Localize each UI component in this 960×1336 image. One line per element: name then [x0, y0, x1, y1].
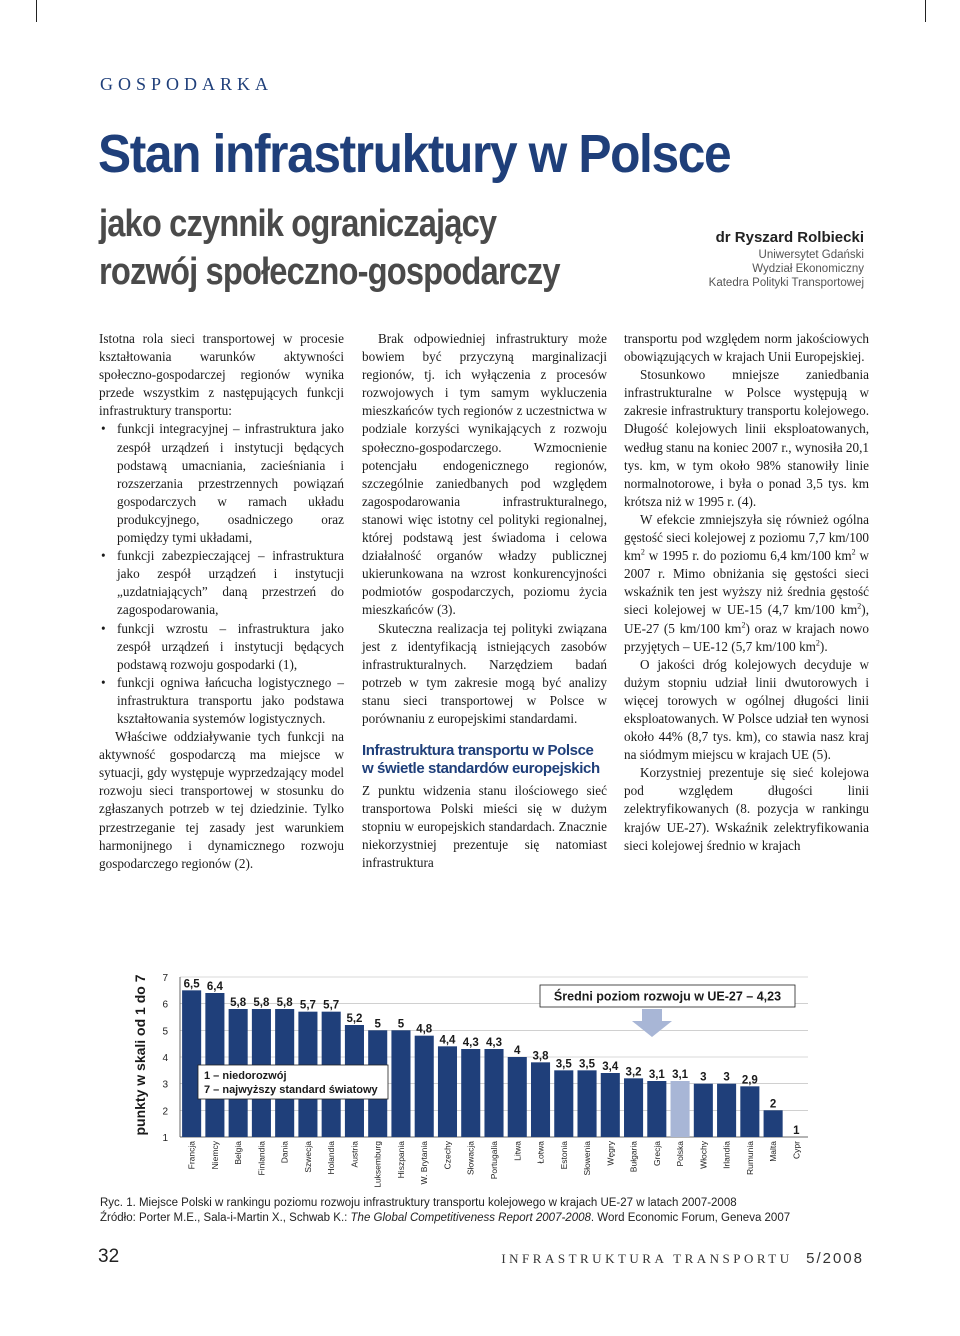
x-tick-label: Węgry: [605, 1141, 616, 1166]
x-tick-label: Belgia: [233, 1141, 244, 1165]
legend-line-1: 1 – niedorozwój: [204, 1070, 287, 1082]
legend-line-2: 7 – najwyższy standard światowy: [204, 1084, 378, 1096]
bar: [671, 1081, 690, 1137]
author-affiliation-2: Wydział Ekonomiczny: [752, 263, 864, 275]
x-tick-label: Niemcy: [209, 1141, 220, 1170]
bar: [717, 1084, 736, 1137]
x-tick-label: Czechy: [442, 1141, 453, 1170]
paragraph: Właściwe oddziaływanie tych funkcji na aktywność gospodarczą ma miejsce w sytuacji, gdy występuje wyprzedzający model rozwoju sieci transportowej w stosunku do zgłaszanych potrzeb w tej dziedzinie. Tylko przestrzeganie tej zasady jest warunkiem harmonijnego i dynamicznego rozwoju gospodarczego regionów (2).: [99, 729, 344, 871]
bar: [508, 1057, 527, 1137]
section-label: GOSPODARKA: [100, 74, 274, 94]
crop-mark-right: [925, 0, 926, 22]
bar: [415, 1036, 434, 1137]
author-affiliation-1: Uniwersytet Gdański: [758, 249, 864, 261]
bar-value-label: 3,1: [648, 1069, 665, 1081]
x-tick-label: Bułgaria: [628, 1141, 639, 1173]
paragraph: Brak odpowiedniej infrastruktury może bowiem być przyczyną marginalizacji regionów, tj. ich wyłączenia z procesów rozwojowych i tym samym wykluczenia mieszkańców tych regionów z uczestnictwa w podziale korzyści wynikających z rozwoju społeczno-gospodarczego. Wzmocnienie potencjału endogenicznego regionów, szczególnie zaniedbanych pod względem zagospodarowania infrastrukturalnego, stanowi więc istotny cel polityki regionalnej, której podstawą jest świadoma i celowa działalność organów władzy publicznej ukierunkowana na wzrost konkurencyjności podmiotów gospodarczych, poziomu życia mieszkańców (3).: [362, 331, 607, 618]
x-tick-label: Portugalia: [489, 1141, 499, 1180]
bar-value-label: 2: [769, 1098, 777, 1111]
y-tick-label: 1: [162, 1133, 168, 1144]
x-tick-label: Dania: [279, 1141, 290, 1164]
bar: [764, 1110, 783, 1137]
x-tick-label: Cypr: [791, 1141, 802, 1159]
journal-footer: [501, 1250, 864, 1267]
x-tick-label: Szwecja: [302, 1141, 313, 1173]
x-tick-label: Holandia: [326, 1141, 337, 1175]
caption-source: Źródło: Porter M.E., Sala-i-Martin X., Schwab K.: The Global Competitiveness Report 2007-2008. Word Economic Forum, Geneva 2007: [100, 1212, 791, 1224]
bar: [438, 1046, 457, 1137]
x-tick-label: Łotwa: [535, 1141, 546, 1164]
bar-value-label: 4,3: [486, 1037, 502, 1049]
caption-line-1: Ryc. 1. Miejsce Polski w rankingu poziomu rozwoju infrastruktury transportu kolejowego w krajach UE-27 w latach 2007-2008: [100, 1197, 737, 1209]
paragraph: Korzystniej prezentuje się sieć kolejowa pod względem długości linii zelektryfikowanych (8. pozycja w rankingu krajów UE-27). Wskaźnik zelektryfikowania sieci kolejowej średnio w krajach: [624, 765, 869, 853]
section-heading: Infrastruktura transportu w Polsce w świetle standardów europejskich: [362, 742, 600, 778]
subtitle-line-1: jako czynnik ograniczający: [99, 203, 497, 245]
bar-value-label: 3,5: [555, 1058, 572, 1071]
subtitle-line-2: rozwój społeczno-gospodarczy: [99, 251, 560, 293]
list-item: • funkcji ogniwa łańcucha logistycznego – infrastruktura transportu jako podstawa kształtowania systemów logistycznych.: [99, 674, 344, 728]
bar: [461, 1049, 480, 1137]
paragraph: transportu pod względem norm jakościowych obowiązujących w krajach Unii Europejskiej.: [624, 331, 869, 365]
y-tick-label: 6: [162, 999, 168, 1011]
y-tick-label: 3: [162, 1079, 168, 1091]
bar: [647, 1081, 666, 1137]
text-column-1: [99, 330, 344, 873]
bar: [578, 1070, 597, 1137]
bar-chart: [130, 965, 820, 1195]
x-tick-label: Estonia: [558, 1141, 569, 1170]
bar: [531, 1062, 550, 1137]
figure-caption: [100, 1196, 860, 1226]
bar-value-label: 2,9: [741, 1074, 758, 1087]
y-tick-label: 7: [162, 973, 168, 984]
bar-value-label: 6,5: [183, 978, 200, 991]
x-tick-label: Słowenia: [582, 1141, 593, 1176]
bar-value-label: 5: [397, 1018, 405, 1031]
bar-value-label: 3: [700, 1071, 707, 1084]
paragraph: Z punktu widzenia stanu ilościowego sieć transportowa Polski mieści się w dużym stopniu w europejskich standardach. Znacznie niekorzystniej prezentuje się natomiast infrastruktura: [362, 783, 607, 871]
bar-value-label: 6,4: [206, 981, 223, 993]
bar-value-label: 3,2: [625, 1066, 642, 1079]
author-name: dr Ryszard Rolbiecki: [715, 229, 864, 246]
average-arrow-icon: [632, 1009, 672, 1037]
bar-chart-svg: [130, 965, 820, 1195]
y-tick-label: 2: [162, 1106, 168, 1118]
bar-value-label: 3,5: [579, 1058, 596, 1071]
page-number: 32: [98, 1246, 120, 1267]
bar-value-label: 4,8: [416, 1023, 433, 1036]
function-list: [99, 420, 344, 728]
x-tick-label: Hiszpania: [395, 1141, 406, 1179]
x-tick-label: W. Brytania: [419, 1141, 430, 1185]
paragraph: O jakości dróg kolejowych decyduje w dużym stopniu udział linii dwutorowych i więcej torowych w ogólnej długości linii eksploatowanych. W Polsce udział ten wynosi około 44% (8,7 tys. km), co stawia nasz kraj na siódmym miejscu w krajach UE (5).: [624, 656, 869, 763]
bar-value-label: 4,4: [439, 1034, 456, 1047]
bar-value-label: 1: [793, 1125, 800, 1137]
x-tick-label: Malta: [768, 1141, 779, 1162]
bar: [624, 1078, 643, 1137]
bar: [554, 1070, 573, 1137]
article-subtitle: [99, 200, 560, 296]
x-tick-label: Finlandia: [256, 1141, 267, 1176]
journal-issue: 5/2008: [806, 1250, 864, 1267]
bar-value-label: 5,8: [230, 997, 247, 1009]
bar: [182, 990, 201, 1137]
x-tick-label: Grecja: [651, 1141, 662, 1167]
author-affiliation-3: Katedra Polityki Transportowej: [708, 277, 864, 289]
x-tick-label: Włochy: [698, 1141, 709, 1169]
list-item: • funkcji integracyjnej – infrastruktura jako zespół urządzeń i instytucji będących podstawą umacniania, zacieśniania i rozszerzania przestrzennych powiązań gospodarczych w ramach układu produkcyjnego, osadniczego oraz pomiędzy tymi układami,: [99, 420, 344, 547]
y-tick-label: 4: [162, 1053, 168, 1064]
bar-value-label: 3,8: [532, 1050, 549, 1063]
x-tick-label: Francja: [186, 1141, 197, 1170]
paragraph-density: W efekcie zmniejszyła się również ogólna gęstość sieci kolejowej z poziomu 7,7 km/100 $km^2$ w 1995 r. do poziomu 6,4 km/100 $km^2$ w 2007 r. Mimo obniżania się gęstości sieci wskaźnik ten jest wyższy niż średnia gęstość sieci kolejowej w UE-15 (4,7 km/100 $km^2$), UE-27 (5 km/100 $km^2$) oraz w krajach nowo przyjętych – UE-12 (5,7 km/100 $km^2$).: [624, 511, 870, 654]
author-block: [709, 228, 864, 290]
bar: [601, 1073, 620, 1137]
text-column-3: [624, 330, 869, 855]
bar: [694, 1084, 713, 1137]
bar: [740, 1086, 759, 1137]
paragraph: Stosunkowo mniejsze zaniedbania infrastrukturalne w Polsce występują w zakresie infrastruktury transportu kolejowego. Długość kolejowych linii eksploatowanych, według stanu na koniec 2007 r., wynosiła 20,1 tys. km, w tym około 98% stanowiły linie normalnotorowe, i była o ponad 3,5 tys. km krótsza niż w 1995 r. (4).: [624, 367, 869, 509]
bar-value-label: 5,8: [253, 997, 270, 1009]
bar-value-label: 4: [514, 1045, 521, 1057]
crop-mark-left: [36, 0, 37, 22]
bar-value-label: 5,2: [346, 1013, 363, 1025]
bar-value-label: 4,3: [462, 1037, 479, 1049]
bar: [391, 1030, 410, 1137]
x-tick-label: Irlandia: [721, 1141, 732, 1169]
bar-value-label: 3,1: [672, 1069, 689, 1081]
bar-value-label: 5,7: [323, 999, 340, 1012]
bar-value-label: 5,8: [276, 997, 293, 1009]
x-tick-label: Luksemburg: [372, 1141, 383, 1188]
paragraph: Istotna rola sieci transportowej w procesie kształtowania warunków aktywności społeczno-gospodarczej regionów wynika przede wszystkim z następujących funkcji infrastruktury transportu:: [99, 331, 344, 419]
x-tick-label: Rumunia: [744, 1141, 755, 1176]
bar: [484, 1049, 503, 1137]
bar-value-label: 3,4: [602, 1061, 619, 1073]
y-tick-label: 5: [162, 1026, 168, 1038]
text-column-2: [362, 330, 607, 873]
chart-y-axis-label: punkty w skali od 1 do 7: [132, 974, 148, 1136]
bar-value-label: 5: [374, 1018, 381, 1031]
average-label: Średni poziom rozwoju w UE-27 – 4,23: [553, 989, 782, 1004]
paragraph: Skuteczna realizacja tej polityki związana jest z identyfikacją istniejących zasobów infrastrukturalnych. Narzędziem badań potrzeb w tym zakresie mogą być analizy stanu sieci transportowej w Polsce w porównaniu z europejskimi standardami.: [362, 620, 607, 726]
x-tick-label: Austria: [349, 1141, 360, 1168]
bar-value-label: 5,7: [299, 999, 316, 1012]
x-tick-label: Litwa: [512, 1141, 523, 1161]
journal-name: INFRASTRUKTURA TRANSPORTU: [501, 1251, 793, 1266]
list-item: • funkcji zabezpieczającej – infrastruktura jako zespół urządzeń i instytucji „uzdatniających” daną przestrzeń do zagospodarowania,: [99, 547, 344, 619]
x-tick-label: Polska: [675, 1141, 686, 1167]
x-tick-label: Słowacja: [465, 1141, 476, 1176]
list-item: • funkcji wzrostu – infrastruktura jako zespół urządzeń i instytucji będących podstawą rozwoju gospodarki (1),: [99, 620, 344, 674]
bar-value-label: 3: [723, 1071, 730, 1084]
article-title: Stan infrastruktury w Polsce: [98, 124, 731, 184]
